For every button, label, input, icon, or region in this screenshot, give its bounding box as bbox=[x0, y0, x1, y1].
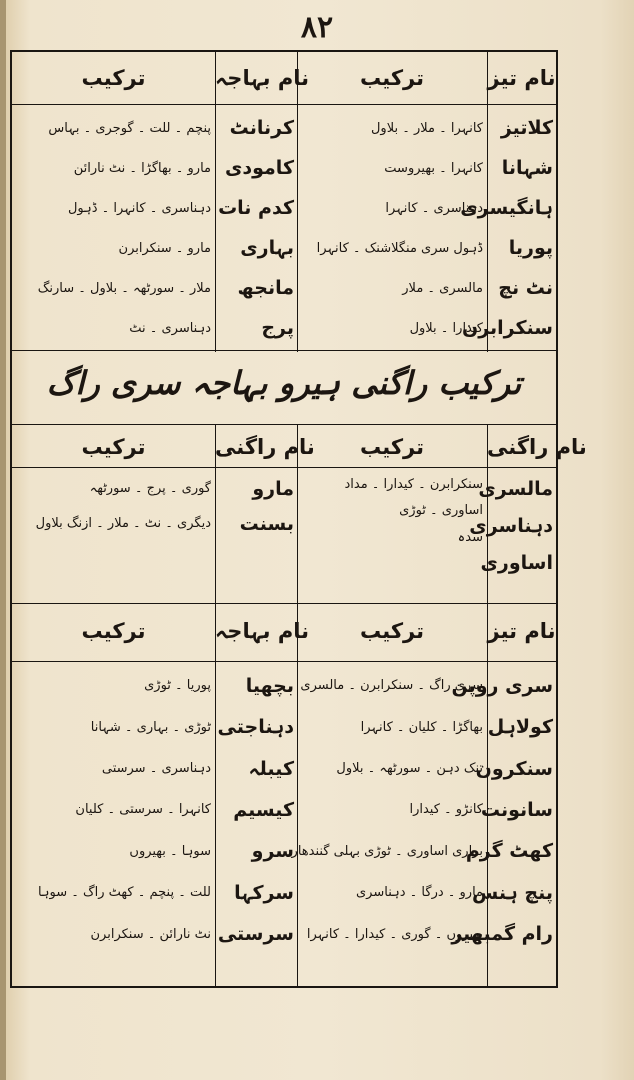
raga-name: دہناسری bbox=[469, 514, 553, 537]
header-naam-bhaja: نام بہاجہ bbox=[215, 619, 309, 643]
tarkeeb-entry: ٹوڑی ۔ بہاری ۔ شہانا bbox=[90, 719, 211, 735]
tarkeeb-entry: مالسری ۔ ملار bbox=[402, 280, 483, 296]
raga-name: ہانگیسری bbox=[460, 197, 553, 219]
raga-name: کامودی bbox=[224, 157, 294, 179]
tarkeeb-entry: براری اساوری ۔ ٹوڑی بہلی گنندھار bbox=[291, 843, 483, 859]
tarkeeb-entry: پنچم ۔ للت ۔ گوجری ۔ بہاس bbox=[48, 120, 211, 136]
tarkeeb-entry: دہناسری ۔ سرستی bbox=[101, 761, 211, 777]
tarkeeb-entry: کیدارا ۔ بلاول bbox=[409, 320, 483, 336]
page-number: ٨٢ bbox=[300, 10, 334, 45]
tarkeeb-entry: دیگری ۔ نٹ ۔ ملار ۔ ازنگ بلاول bbox=[35, 516, 211, 531]
tarkeeb-entry: تنک دہن ۔ سورٹھہ ۔ بلاول bbox=[336, 761, 483, 777]
tarkeeb-entry: کانہرا ۔ ملار ۔ بلاول bbox=[370, 120, 483, 136]
header-naam-ragni: نام راگنی bbox=[487, 435, 587, 459]
raga-name: کولاہل bbox=[487, 716, 553, 739]
tarkeeb-entry: سوہا ۔ بھیروں bbox=[129, 843, 211, 859]
tarkeeb-entry: کانڑو ۔ کیدارا bbox=[409, 802, 483, 818]
raga-name: سرو bbox=[251, 840, 294, 863]
names-column bbox=[218, 108, 294, 348]
tarkeeb-entry: للت ۔ پنچم ۔ کھٹ راگ ۔ سوہا bbox=[37, 885, 211, 901]
tarkeeb-entry: مارو ۔ درگا ۔ دہناسری bbox=[356, 885, 483, 901]
raga-name: بسنت bbox=[239, 512, 294, 535]
tarkeeb-entry: سری راگ ۔ سنکرابرن ۔ مالسری bbox=[300, 678, 483, 694]
section-3 bbox=[12, 605, 556, 986]
raga-name: سری روپن bbox=[451, 674, 553, 697]
raga-name: نٹ نچ bbox=[498, 277, 553, 299]
raga-name: سنکرابرن bbox=[462, 317, 553, 339]
header-tarkeeb: ترکیب bbox=[360, 435, 424, 459]
raga-name: سرکہا bbox=[234, 881, 294, 904]
tarkeeb-column bbox=[16, 665, 211, 955]
raga-name: مانجھ bbox=[237, 277, 294, 299]
raga-name: کھٹ گرم bbox=[465, 840, 553, 863]
tarkeeb-entry: نٹ نارائن ۔ سنکرابرن bbox=[90, 926, 211, 942]
tarkeeb-column bbox=[301, 471, 483, 551]
raga-name: کلاتیز bbox=[500, 117, 553, 139]
tarkeeb-entry: گوری ۔ پرج ۔ سورٹھہ bbox=[89, 481, 211, 496]
raga-name: شہانا bbox=[501, 157, 553, 179]
raga-name: رام گمبھیر bbox=[451, 923, 553, 946]
tarkeeb-entry: بھیروں ۔ گوری ۔ کیدارا ۔ کانہرا bbox=[306, 926, 483, 942]
tarkeeb-column bbox=[16, 471, 211, 541]
tarkeeb-entry: مارو ۔ سنکرابرن bbox=[118, 240, 211, 256]
tarkeeb-entry: دہناسری ۔ کانہرا bbox=[385, 200, 483, 216]
raga-name: کیبلہ bbox=[248, 757, 294, 780]
header-tarkeeb: ترکیب bbox=[81, 435, 146, 459]
raga-name: دہناجتی bbox=[217, 716, 294, 739]
header-tarkeeb: ترکیب bbox=[360, 619, 424, 643]
tarkeeb-entry: اساوری ۔ ٹوڑی bbox=[399, 503, 483, 519]
header-tarkeeb: ترکیب bbox=[360, 66, 424, 90]
tarkeeb-entry: سنکرابرن ۔ کیدارا ۔ مداد bbox=[344, 476, 483, 492]
section-2 bbox=[12, 425, 587, 605]
raga-name: مالسری bbox=[478, 478, 553, 501]
raga-name: اساوری bbox=[480, 551, 553, 574]
raga-name: بہاری bbox=[240, 237, 294, 259]
raga-table bbox=[10, 50, 587, 988]
names-column bbox=[460, 108, 553, 348]
header-naam-tez: نام تیز bbox=[487, 619, 556, 643]
header-naam-tez: نام تیز bbox=[487, 66, 556, 90]
raga-name: کیسیم bbox=[233, 798, 294, 821]
binding-edge bbox=[0, 0, 6, 1080]
tarkeeb-entry: مارو ۔ بھاگڑا ۔ نٹ نارائن bbox=[73, 160, 211, 176]
tarkeeb-column bbox=[16, 108, 211, 348]
raga-name: سرستی bbox=[217, 923, 294, 946]
section-1 bbox=[12, 52, 556, 352]
header-tarkeeb: ترکیب bbox=[81, 619, 146, 643]
raga-name: بچھیا bbox=[245, 674, 294, 697]
names-column bbox=[218, 665, 294, 955]
tarkeeb-entry: کانہرا ۔ سرستی ۔ کلیان bbox=[75, 802, 211, 818]
section-title: ترکیب راگنی ہیرو بہاجہ سری راگ bbox=[46, 364, 522, 402]
raga-name: پرج bbox=[261, 317, 294, 339]
header-naam-bhaja: نام بہاجہ bbox=[215, 66, 309, 90]
raga-name: کرنانٹ bbox=[229, 117, 294, 139]
raga-name: پنچ ہنس bbox=[472, 881, 553, 904]
raga-name: پوریا bbox=[508, 237, 553, 259]
tarkeeb-entry: ڈہول سری منگلاشنک ۔ کانہرا bbox=[316, 240, 483, 256]
raga-name: کدم نات bbox=[218, 197, 294, 219]
names-column bbox=[218, 471, 294, 541]
tarkeeb-entry: پوریا ۔ ٹوڑی bbox=[144, 678, 211, 694]
names-column bbox=[451, 665, 553, 955]
raga-name: سنکرون bbox=[475, 757, 553, 780]
raga-name: مارو bbox=[252, 477, 294, 500]
tarkeeb-entry: بھاگڑا ۔ کلیان ۔ کانہرا bbox=[360, 719, 483, 735]
tarkeeb-entry: دہناسری ۔ کانہرا ۔ ڈہول bbox=[67, 200, 211, 216]
header-naam-ragni: نام راگنی bbox=[215, 435, 315, 459]
tarkeeb-entry: سدہ bbox=[457, 530, 483, 546]
raga-name: سانونت bbox=[480, 798, 553, 821]
tarkeeb-column bbox=[291, 665, 483, 955]
tarkeeb-entry: دہناسری ۔ نٹ bbox=[129, 320, 211, 336]
header-tarkeeb: ترکیب bbox=[81, 66, 146, 90]
tarkeeb-column bbox=[301, 108, 483, 348]
tarkeeb-entry: ملار ۔ سورٹھہ ۔ بلاول ۔ سارنگ bbox=[37, 280, 211, 296]
tarkeeb-entry: کانہرا ۔ بھیروست bbox=[384, 160, 483, 176]
